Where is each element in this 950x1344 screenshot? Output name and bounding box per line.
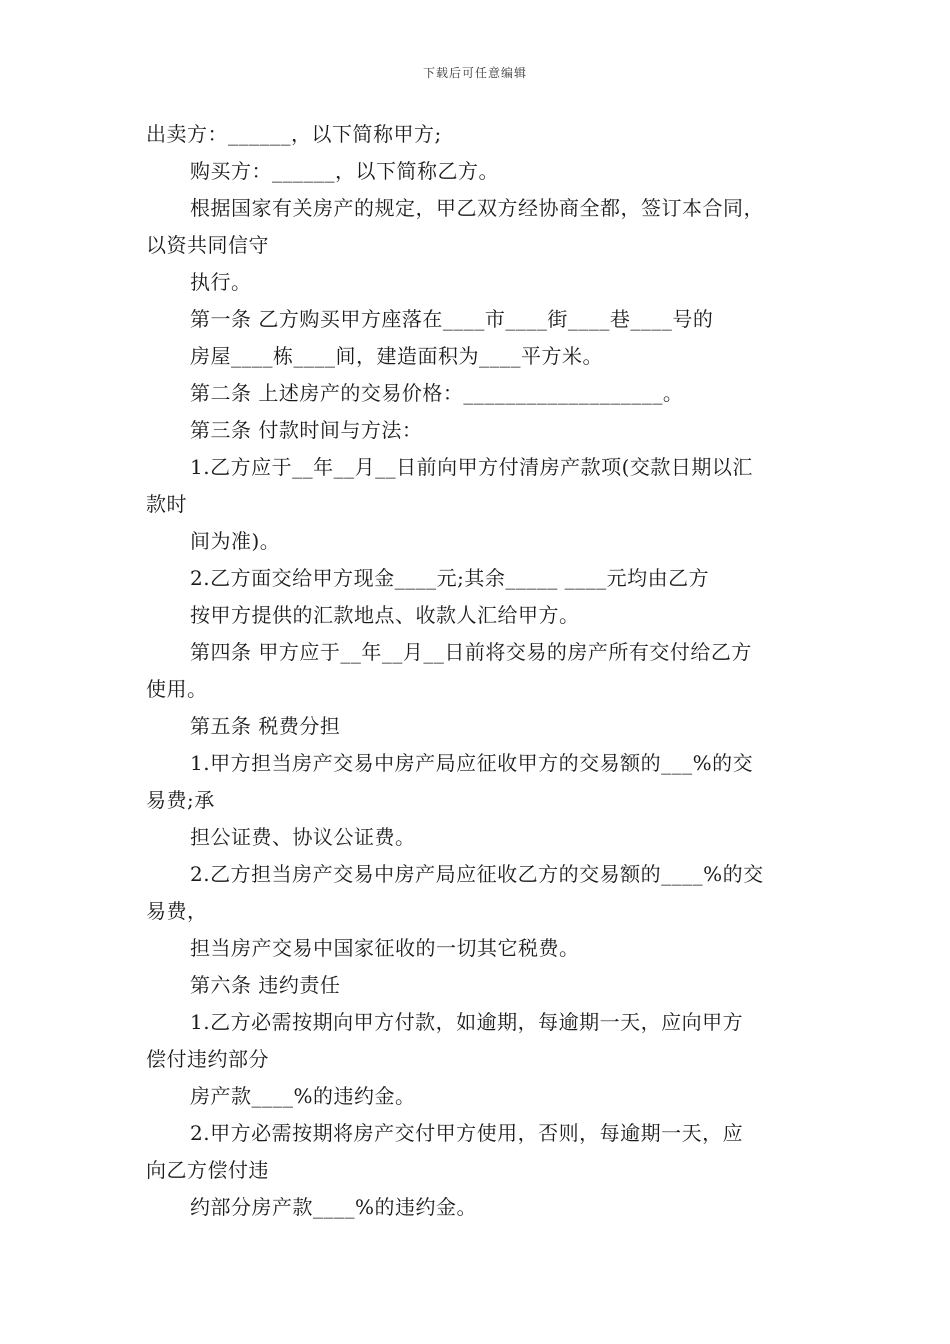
contract-line: 偿付违约部分 — [146, 1047, 269, 1071]
contract-line: 2.乙方担当房产交易中房产局应征收乙方的交易额的____%的交 — [190, 862, 764, 886]
contract-line: 约部分房产款____%的违约金。 — [190, 1195, 478, 1219]
contract-line: 向乙方偿付违 — [146, 1158, 269, 1182]
contract-line: 房屋____栋____间，建造面积为____平方米。 — [190, 344, 603, 368]
contract-line: 款时 — [146, 492, 187, 516]
contract-line: 易费， — [146, 899, 208, 923]
contract-line: 第二条 上述房产的交易价格：___________________。 — [190, 381, 684, 405]
contract-line: 按甲方提供的汇款地点、收款人汇给甲方。 — [190, 603, 580, 627]
contract-body — [146, 116, 826, 1226]
contract-line: 担当房产交易中国家征收的一切其它税费。 — [190, 936, 580, 960]
contract-line: 1.乙方必需按期向甲方付款，如逾期，每逾期一天，应向甲方 — [190, 1010, 744, 1034]
contract-line: 易费;承 — [146, 788, 215, 812]
contract-line: 根据国家有关房产的规定，甲乙双方经协商全都，签订本合同， — [190, 196, 764, 220]
contract-line: 1.甲方担当房产交易中房产局应征收甲方的交易额的___%的交 — [190, 751, 754, 775]
contract-line: 1.乙方应于__年__月__日前向甲方付清房产款项(交款日期以汇 — [190, 455, 753, 479]
contract-line: 使用。 — [146, 677, 208, 701]
contract-line: 第四条 甲方应于__年__月__日前将交易的房产所有交付给乙方 — [190, 640, 752, 664]
contract-line: 担公证费、协议公证费。 — [190, 825, 416, 849]
contract-line: 以资共同信守 — [146, 233, 269, 257]
contract-line: 购买方：______，以下简称乙方。 — [190, 159, 499, 183]
contract-line: 2.甲方必需按期将房产交付甲方使用，否则，每逾期一天，应 — [190, 1121, 744, 1145]
contract-line: 2.乙方面交给甲方现金____元;其余_____ ____元均由乙方 — [190, 566, 710, 590]
contract-line: 第五条 税费分担 — [190, 714, 341, 738]
contract-line: 第三条 付款时间与方法： — [190, 418, 423, 442]
contract-line: 间为准)。 — [190, 529, 281, 553]
contract-line: 第一条 乙方购买甲方座落在____市____街____巷____号的 — [190, 307, 714, 331]
contract-line: 出卖方：______，以下简称甲方; — [146, 122, 442, 146]
contract-line: 房产款____%的违约金。 — [190, 1084, 416, 1108]
contract-line: 第六条 违约责任 — [190, 973, 341, 997]
contract-line: 执行。 — [190, 270, 252, 294]
page-header: 下载后可任意编辑 — [422, 66, 527, 80]
